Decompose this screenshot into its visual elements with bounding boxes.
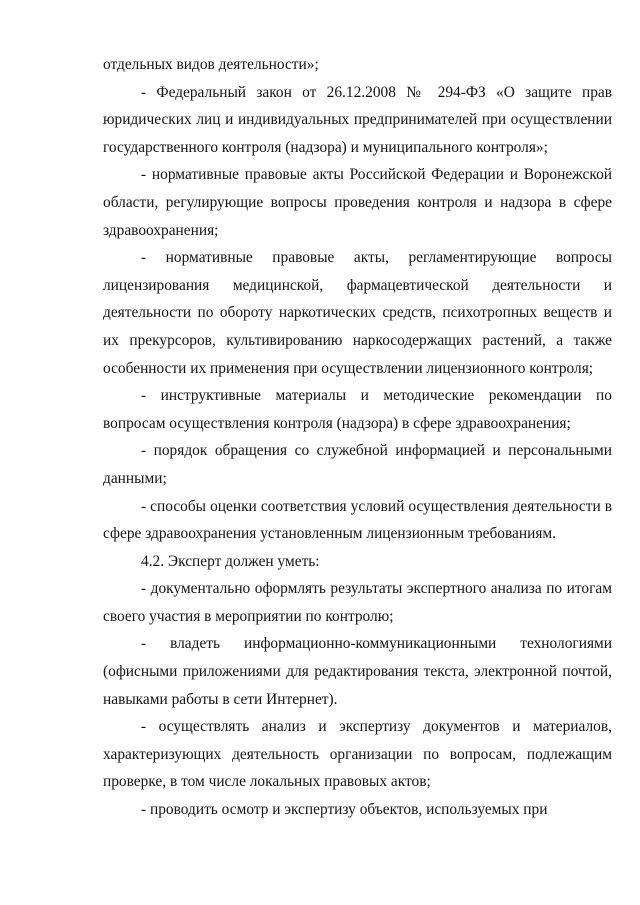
- paragraph-continuation: отдельных видов деятельности»;: [103, 56, 319, 73]
- paragraph-object-inspection: - проводить осмотр и экспертизу объектов, используемых при: [141, 801, 548, 819]
- paragraph-instructive-materials: - инструктивные материалы и методические рекомендации по вопросам осуществления контроля (надзора) в сфере здравоохранения;: [103, 387, 612, 432]
- paragraph-document-results: - документально оформлять результаты экспертного анализа по итогам своего участия в мероприятии по контролю;: [103, 580, 612, 625]
- document-body: [103, 51, 612, 824]
- paragraph-licensing-acts: - нормативные правовые акты, регламентирующие вопросы лицензирования медицинской, фармацевтической деятельности и деятельности по обороту наркотических средств, психотропных веществ и их прекурсоров, культивированию наркосодержащих растений, а также особенности их применения при осуществлении лицензионного контроля;: [103, 249, 612, 377]
- paragraph-regional-acts: - нормативные правовые акты Российской Федерации и Воронежской области, регулирующие вопросы проведения контроля и надзора в сфере здравоохранения;: [103, 166, 612, 239]
- paragraph-document-analysis: - осуществлять анализ и экспертизу документов и материалов, характеризующих деятельность организации по вопросам, подлежащим проверке, в том числе локальных правовых актов;: [103, 718, 612, 791]
- paragraph-assessment-methods: - способы оценки соответствия условий осуществления деятельности в сфере здравоохранения установленным лицензионным требованиям.: [103, 497, 612, 543]
- section-heading-4-2: 4.2. Эксперт должен уметь:: [141, 552, 320, 570]
- paragraph-federal-law: - Федеральный закон от 26.12.2008 № 294-ФЗ «О защите прав юридических лиц и индивидуальных предпринимателей при осуществлении государственного контроля (надзора) и муниципального контроля»;: [103, 83, 612, 156]
- paragraph-confidential-info: - порядок обращения со служебной информацией и персональными данными;: [103, 442, 612, 487]
- paragraph-ict-skills: - владеть информационно-коммуникационными технологиями (офисными приложениями для редактирования текста, электронной почтой, навыками работы в сети Интернет).: [103, 635, 612, 708]
